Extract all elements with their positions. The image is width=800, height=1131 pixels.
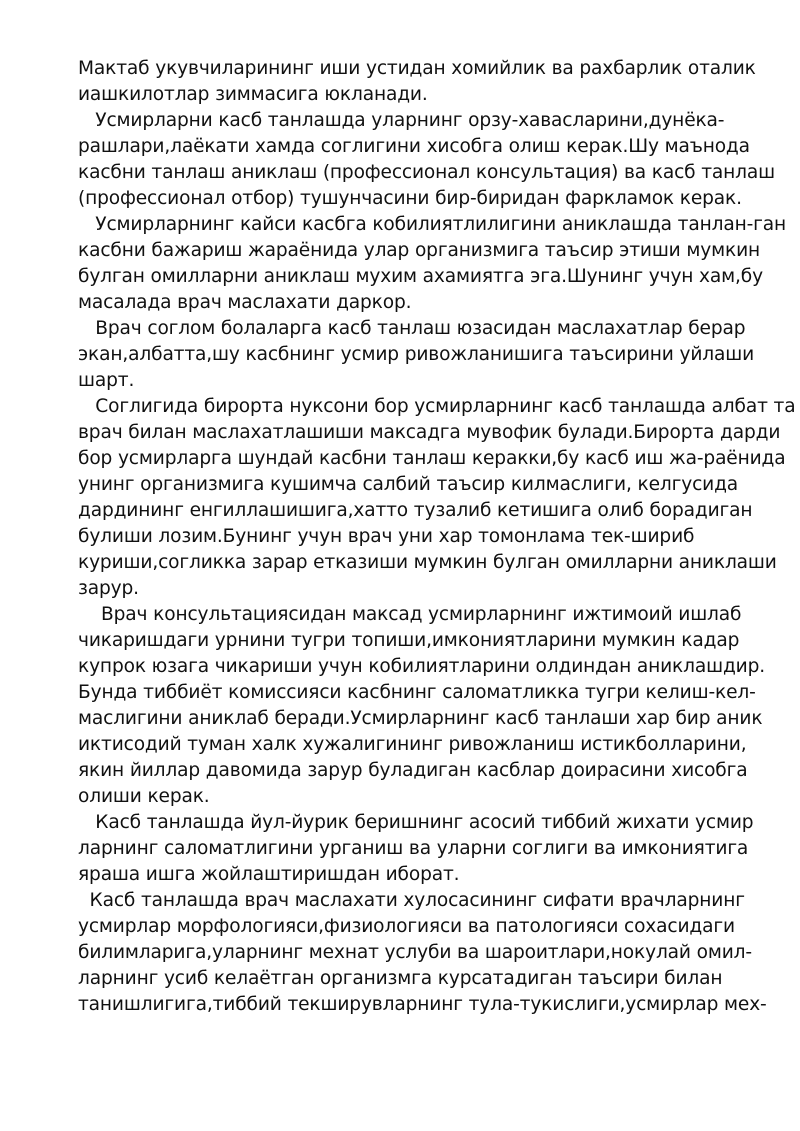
text-line: билимларига,уларнинг мехнат услуби ва шароитлари,нокулай омил- [78, 942, 752, 963]
text-line: Касб танлашда врач маслахати хулосасининг сифати врачларнинг [78, 890, 745, 911]
text-line: куриши,согликка зарар етказиши мумкин булган омилларни аниклаши [78, 552, 777, 573]
text-line: якин йиллар давомида зарур буладиган касблар доирасини хисобга [78, 760, 748, 781]
text-line: шарт. [78, 370, 135, 391]
text-line: экан,албатта,шу касбнинг усмир ривожланишига таъсирини уйлаши [78, 344, 755, 365]
text-line: рашлари,лаёкати хамда соглигини хисобга олиш керак.Шу маънода [78, 136, 750, 157]
text-line: Усмирларни касб танлашда уларнинг орзу-хавасларини,дунёка- [78, 110, 725, 131]
text-line: усмирлар морфологияси,физиологияси ва патологияси сохасидаги [78, 916, 735, 937]
document-body [78, 56, 796, 1018]
text-line: зарур. [78, 578, 139, 599]
text-line: ларнинг саломатлигини урганиш ва уларни соглиги ва имкониятига [78, 838, 749, 859]
text-line: маслигини аниклаб беради.Усмирларнинг касб танлаши хар бир аник [78, 708, 763, 729]
text-line: дардининг енгиллашишига,хатто тузалиб кетишига олиб борадиган [78, 500, 753, 521]
text-line: яраша ишга жойлаштиришдан иборат. [78, 864, 460, 885]
text-line: Касб танлашда йул-йурик беришнинг асосий тиббий жихати усмир [78, 812, 754, 833]
text-line: бор усмирларга шундай касбни танлаш керакки,бу касб иш жа-раёнида [78, 448, 786, 469]
text-line: Врач консультациясидан максад усмирларнинг ижтимоий ишлаб [78, 604, 742, 625]
text-line: олиши керак. [78, 786, 210, 807]
text-line: врач билан маслахатлашиши максадга мувофик булади.Бирорта дарди [78, 422, 781, 443]
text-line: унинг организмига кушимча салбий таъсир килмаслиги, келгусида [78, 474, 739, 495]
text-line: Врач соглом болаларга касб танлаш юзасидан маслахатлар берар [78, 318, 746, 339]
text-line: танишлигига,тиббий текширувларнинг тула-тукислиги,усмирлар мех- [78, 994, 767, 1015]
text-line: масалада врач маслахати даркор. [78, 292, 412, 313]
text-line: ларнинг усиб келаётган организмга курсатадиган таъсири билан [78, 968, 723, 989]
text-line: Соглигида бирорта нуксони бор усмирларнинг касб танлашда албат та [78, 396, 796, 417]
text-line: Бунда тиббиёт комиссияси касбнинг саломатликка тугри келиш-кел- [78, 682, 756, 703]
text-line: булган омилларни аниклаш мухим ахамиятга эга.Шунинг учун хам,бу [78, 266, 763, 287]
text-line: (профессионал отбор) тушунчасини бир-биридан фаркламок керак. [78, 188, 742, 209]
text-line: булиши лозим.Бунинг учун врач уни хар томонлама тек-шириб [78, 526, 695, 547]
text-line: чикаришдаги урнини тугри топиши,имкониятларини мумкин кадар [78, 630, 740, 651]
text-line: касбни танлаш аниклаш (профессионал консультация) ва касб танлаш [78, 162, 776, 183]
text-line: Мактаб укувчиларининг иши устидан хомийлик ва рахбарлик оталик [78, 58, 756, 79]
text-line: иашкилотлар зиммасига юкланади. [78, 84, 428, 105]
text-line: иктисодий туман халк хужалигининг ривожланиш истикболларини, [78, 734, 747, 755]
text-line: Усмирларнинг кайси касбга кобилиятлилигини аниклашда танлан-ган [78, 214, 787, 235]
text-line: касбни бажариш жараёнида улар организмига таъсир этиши мумкин [78, 240, 761, 261]
text-line: купрок юзага чикариши учун кобилиятларини олдиндан аниклашдир. [78, 656, 766, 677]
